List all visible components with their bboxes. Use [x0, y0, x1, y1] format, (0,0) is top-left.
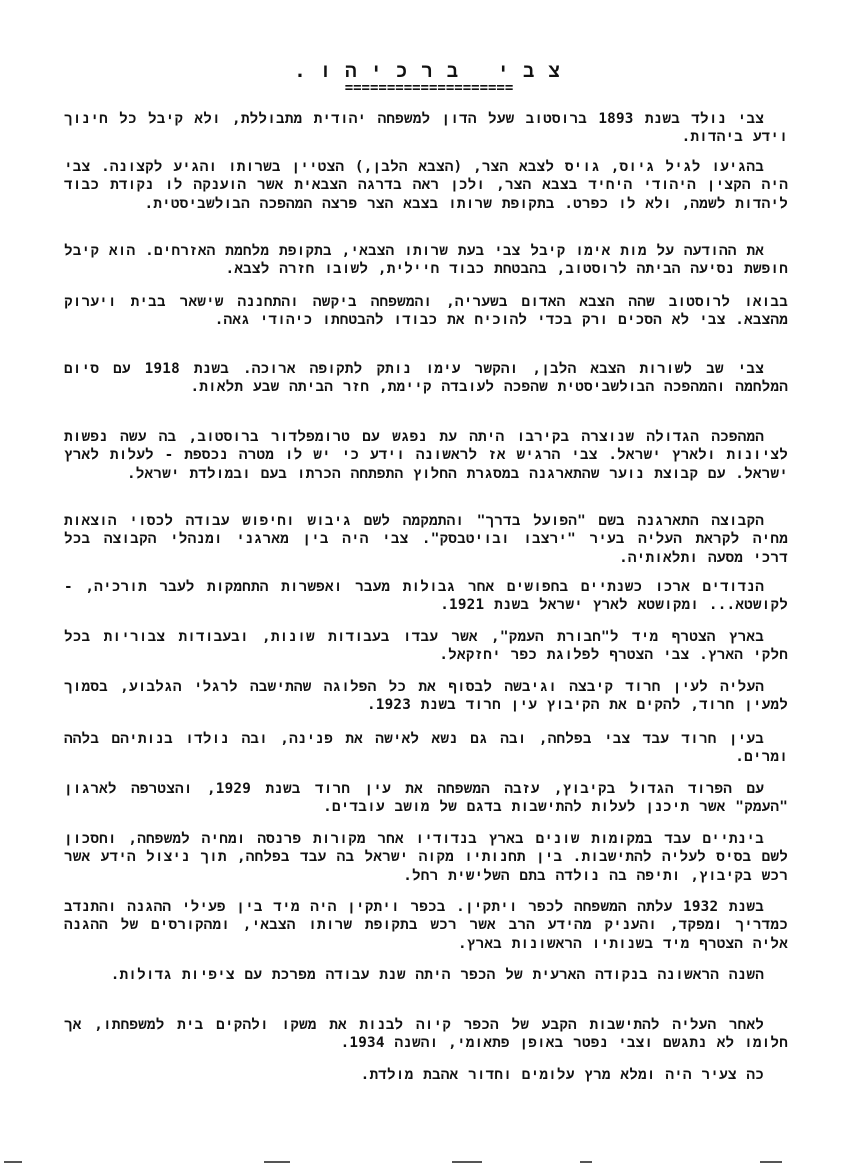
paragraph-6: המהפכה הגדולה שנוצרה בקירבו היתה עת נפגש עם טרומפלדור ברוסטוב, בה עשה נפשות לציונות ולארץ ישראל. צבי הרגיש אז לראשונה וידע כי יש לו מטרה נכספת - לעלות לארץ ישראל. עם קבוצת נוער שהתארגנה במסגרת החלוץ התפתחה הכרתו בעם ובמולדת ישראל.	[64, 429, 788, 482]
paragraph-13: בינתיים עבד במקומות שונים בארץ בנדודיו אחר מקורות פרנסה ומחיה למשפחה, וחסכון לשם בסיס לעליה להתישבות. בין תחנותיו מקוה ישראל בה עבד בפלחה, תוך ניצול הידע אשר רכש בקיבוץ, ותיפה בה נולדה בתם השלישית רחל.	[64, 831, 788, 884]
paragraph-9: בארץ הצטרף מיד ל"חבורת העמק", אשר עבדו בעבודות שונות, ובעבודות צבוריות בכל חלקי הארץ. צבי הצטרף לפלוגת כפר יחזקאל.	[64, 629, 788, 664]
scan-mark	[760, 1161, 782, 1163]
scan-edge-marks	[0, 1158, 848, 1169]
paragraph-4: בבואו לרוסטוב שהה הצבא האדום בשעריה, והמשפחה ביקשה והתחננה שישאר בבית ויערוק מהצבא. צבי לא הסכים ורק בכדי להוכיח את כבודו להבטחתו כיהודי גאה.	[64, 294, 788, 329]
paragraph-5: צבי שב לשורות הצבא הלבן, והקשר עימו נותק לתקופה ארוכה. בשנת 1918 עם סיום המלחמה והמהפכה הבולשביסטית שהפכה לעובדה קיימת, חזר הביתה שבע תלאות.	[64, 361, 788, 396]
paragraph-16: לאחר העליה להתישבות הקבע של הכפר קיוה לבנות את משקו ולהקים בית למשפחתו, אך חלומו לא נתגשם וצבי נפטר באופן פתאומי, והשנה 1934.	[64, 1017, 788, 1052]
paragraph-8: הנדודים ארכו כשנתיים בחפושים אחר גבולות מעבר ואפשרות התחמקות לעבר תורכיה, - לקושטא... ומקושטא לארץ ישראל בשנת 1921.	[64, 579, 788, 614]
document-title: צבי ברכיהו.	[294, 60, 574, 82]
scan-mark	[4, 1161, 22, 1163]
paragraph-17: כה צעיר היה ומלא מרץ עלומים וחדור אהבת מולדת.	[360, 1067, 764, 1083]
paragraph-14: בשנת 1932 עלתה המשפחה לכפר ויתקין. בכפר ויתקין היה מיד בין פעילי ההגנה והתנדב כמדריך ומפקד, והעניק מהידע הרב אשר רכש בתקופת שרותו הצבאי, ומהקורסים של ההגנה אליה הצטרף מיד בשנותיו הראשונות בארץ.	[64, 899, 788, 952]
scan-mark	[452, 1161, 482, 1163]
paragraph-1: צבי נולד בשנת 1893 ברוסטוב שעל הדון למשפחה יהודית מתבוללת, ולא קיבל כל חינוך וידע ביהדות.	[64, 111, 788, 146]
paragraph-7: הקבוצה התארגנה בשם "הפועל בדרך" והתמקמה לשם גיבוש וחיפוש עבודה לכסוי הוצאות מחיה לקראת העליה בעיר "ירצבו ובויטבסק". צבי היה בין מארגני ומנהלי הקבוצה בכל דרכי מסעה ותלאותיה.	[64, 513, 788, 566]
scan-mark	[264, 1161, 290, 1163]
paragraph-10: העליה לעין חרוד קיבצה וגיבשה לבסוף את כל הפלוגה שהתישבה לרגלי הגלבוע, בסמוך למעין חרוד, להקים את הקיבוץ עין חרוד בשנת 1923.	[64, 679, 788, 714]
paragraph-12: עם הפרוד הגדול בקיבוץ, עזבה המשפחה את עין חרוד בשנת 1929, והצטרפה לארגון "העמק" אשר תיכנן לעלות להתישבות בדגם של מושב עובדים.	[64, 781, 788, 816]
paragraph-3: את ההודעה על מות אימו קיבל צבי בעת שרותו הצבאי, בתקופת מלחמת האזרחים. הוא קיבל חופשת נסיעה הביתה לרוסטוב, בהבטחת כבוד חיילית, לשובו חזרה לצבא.	[64, 243, 788, 278]
title-underline: ====================	[344, 80, 514, 96]
paragraph-2: בהגיעו לגיל גיוס, גויס לצבא הצר, (הצבא הלבן,) הצטיין בשרותו והגיע לקצונה. צבי היה הקצין היהודי היחיד בצבא הצר, ולכן ראה בדרגה הצבאית אשר הוענקה לו נקודת כבוד ליהדות לשמה, ולא לו כפרט. בתקופת שרותו בצבא הצר פרצה המהפכה הבולשביסטית.	[64, 159, 788, 212]
paragraph-15: השנה הראשונה בנקודה הארעית של הכפר היתה שנת עבודה מפרכת עם ציפיות גדולות.	[110, 967, 764, 983]
scan-mark	[580, 1161, 592, 1163]
paragraph-11: בעין חרוד עבד צבי בפלחה, ובה גם נשא לאישה את פנינה, ובה נולדו בנותיהם בלהה ומרים.	[64, 731, 788, 766]
